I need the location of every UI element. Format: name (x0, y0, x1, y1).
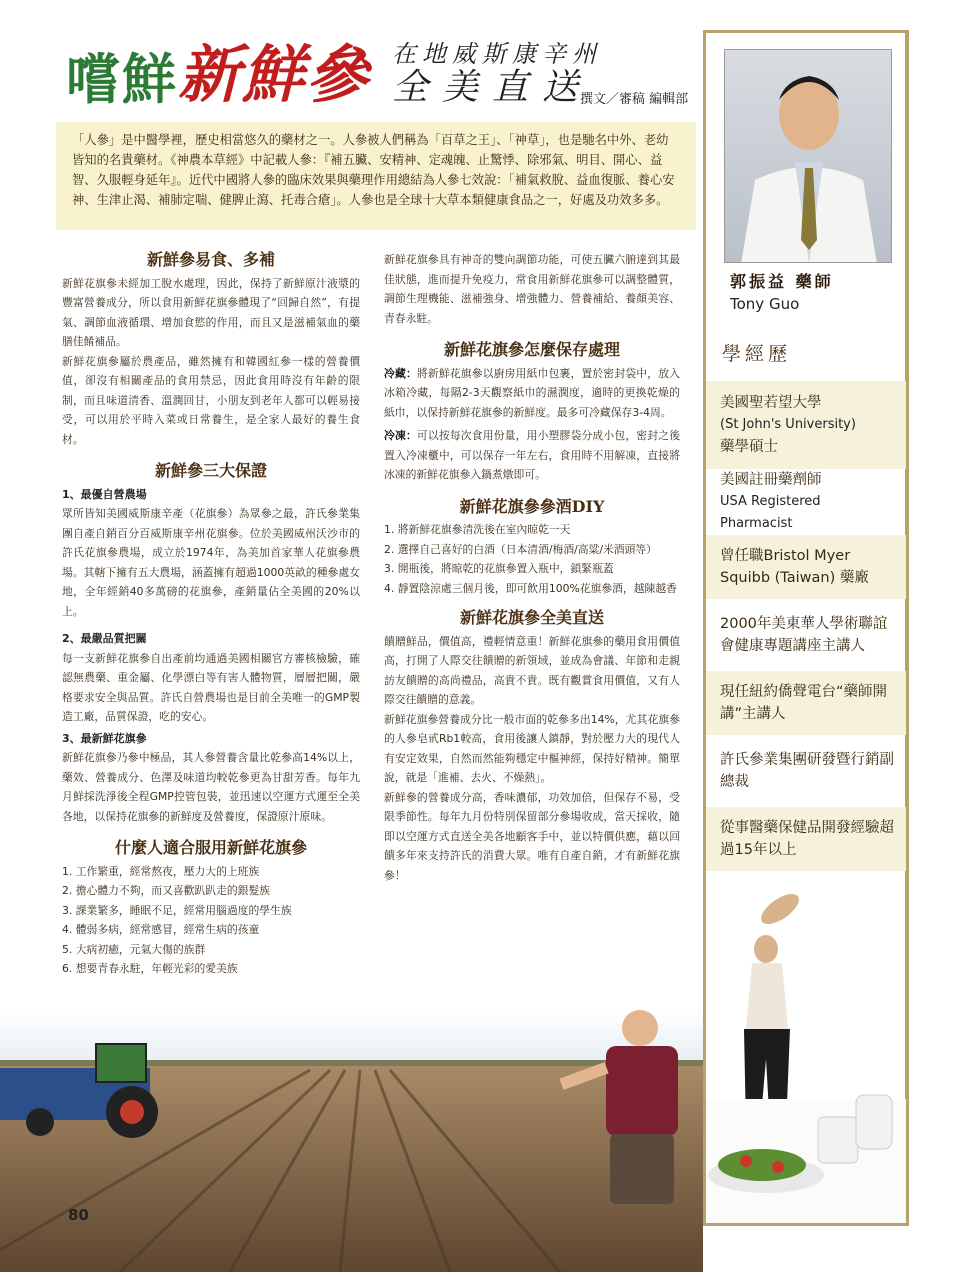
cv-item-radio (706, 671, 906, 735)
storage-freeze (384, 426, 680, 485)
section-title-easy-to-eat: 新鮮參易食、多補 (146, 250, 275, 269)
paragraph: 新鮮花旗參乃參中極品，其人參營養含量比乾參高14%以上，藥效、營養成分、色澤及味道均較乾參更為甘甜芳香。每年九月鮮採洗淨後全程GMP控管包裝，並迅速以空運方式運至全美各地，以保持花旗參的新鮮度及營養度，保證原汁原味。 (62, 751, 360, 823)
title-part2: 新鮮參 (178, 38, 371, 111)
cv-item-education (706, 381, 906, 469)
cv-text: 2000年美東華人學術聯誼會健康專題講座主講人 (720, 616, 888, 654)
cv-text: 現任紐約僑聲電台“藥師開講”主講人 (720, 684, 888, 722)
cv-text: 藥學碩士 (720, 439, 778, 455)
wine-steps (384, 520, 680, 598)
subtitle-line1: 在地威斯康辛州 (392, 40, 602, 68)
cold-text: 將新鮮花旗參以廚房用紙巾包裹，置於密封袋中，放入冰箱冷藏，每隔2-3天觀察紙巾的濕潤度，適時的更換乾燥的紙巾，以保持新鮮花旗參的新鮮度。最多可冷藏保存3-4周。 (384, 366, 681, 419)
wellness-photo (706, 879, 906, 1223)
cold-label: 冷藏： (384, 366, 417, 380)
farm-field-photo (0, 1010, 703, 1272)
byline: 撰文／審稿 編輯部 (580, 92, 689, 107)
author-portrait (724, 49, 892, 263)
left-column (62, 242, 360, 979)
paragraph: 眾所皆知美國威斯康辛產（花旗參）為眾參之最，許氏參業集團自產自銷百分百威斯康辛州花旗參。位於美國威州沃沙市的許氏花旗參農場，成立於1974年，為美加首家華人花旗參農場。其轄下擁有五大農場，涵蓋擁有超過1000英畝的種參處女地，全年經銷40多萬磅的花旗參，產銷量佔全美國的20%以上。 (62, 507, 360, 618)
list-item: 5. 大病初癒，元氣大傷的族群 (62, 942, 206, 956)
guarantee-3-title: 3、最新鮮花旗參 (62, 731, 147, 745)
list-item: 1. 工作繁重，經常熬夜，壓力大的上班族 (62, 864, 260, 878)
cv-item-license (706, 473, 906, 531)
author-sidebar (703, 30, 909, 1226)
article-subtitle (392, 42, 602, 106)
cv-title: 學經歷 (722, 343, 792, 365)
cv-text: 美國註冊藥劑師 (720, 472, 822, 488)
guarantee-2-title: 2、最嚴品質把關 (62, 632, 147, 645)
cv-item-experience (706, 807, 906, 871)
list-item: 2. 擔心體力不夠，而又喜歡趴趴走的銀髮族 (62, 884, 271, 897)
paragraph: 新鮮花旗參具有神奇的雙向調節功能，可使五臟六腑達到其最佳狀態，進而提升免疫力，常食用新鮮花旗參可以調整體質，調節生理機能、滋補強身、增強體力、營養補給、養顏美容、青春永駐。 (384, 253, 680, 325)
cv-item-vp (706, 739, 906, 803)
list-item: 6. 想要青春永駐，年輕光彩的愛美族 (62, 962, 238, 975)
list-item: 4. 靜置陰涼處三個月後，即可飲用100%花旗參酒，越陳越香 (384, 581, 677, 595)
list-item: 3. 課業繁多，睡眠不足，經常用腦過度的學生族 (62, 903, 292, 917)
list-item: 4. 體弱多病，經常感冒，經常生病的孩童 (62, 923, 260, 936)
cv-text-en: (St John's University) (720, 417, 856, 432)
cv-item-lecture (706, 603, 906, 667)
article-title (66, 34, 370, 114)
paragraph: 新鮮花旗參營養成分比一般市面的乾參多出14%，尤其花旗參的人參皂甙Rb1較高，食用後讓人鎮靜，對於壓力大的現代人有安定效果，自然而然能夠穩定中樞神經，保持好精神。簡單說，就是「進補、去火、不燥熱」。 (384, 712, 680, 784)
section-title-ginseng-wine: 新鮮花旗參參酒DIY (459, 496, 605, 516)
list-item: 1. 將新鮮花旗參清洗後在室內晾乾一天 (384, 523, 571, 536)
section-title-who-should-take: 什麼人適合服用新鮮花旗參 (114, 838, 307, 857)
page-number: 80 (68, 1206, 89, 1224)
paragraph: 新鮮花旗參未經加工脫水處理，因此，保持了新鮮原汁液漿的豐富營養成分，所以食用新鮮花旗參體現了“回歸自然”，有提氣、調節血液循環、增加食慾的作用，而且又是滋補氣血的藥膳佳餚補品。 (62, 276, 360, 348)
section-title-storage: 新鮮花旗參怎麼保存處理 (443, 340, 620, 359)
list-item: 3. 開瓶後，將晾乾的花旗參置入瓶中，鎖緊瓶蓋 (384, 562, 614, 575)
title-part1: 嚐鮮 (66, 47, 178, 111)
paragraph: 新鮮參的營養成分高，香味濃郁，功效加倍，但保存不易，受限季節性。每年九月份特別保留部分參場收成，當天採收，隨即以空運方式直送全美各地顧客手中，並以特價供應，藉以回饋多年來支持許氏的消費大眾。唯有自產自銷，才有新鮮花旗參！ (384, 790, 680, 882)
author-name-en: Tony Guo (730, 295, 800, 313)
cv-item-bms (706, 535, 906, 599)
right-column (384, 250, 680, 885)
paragraph: 新鮮花旗參屬於農產品，雖然擁有和韓國紅參一樣的營養價值，卻沒有相關產品的食用禁忌，因此食用時沒有年齡的限制，而且味道清香、溫潤回甘，小朋友到老年人都可以輕易接受，可以用於平時入菜或日常養生，是全家人最好的養生食材。 (62, 354, 360, 446)
cv-text: 許氏參業集團研發暨行銷副總裁 (720, 752, 894, 790)
cv-text: 從事醫藥保健品開發經驗超過15年以上 (720, 820, 894, 858)
author-name-cn: 郭振益 藥師 (730, 272, 834, 291)
freeze-label: 冷凍： (384, 429, 417, 442)
cv-text: 美國聖若望大學 (720, 395, 822, 411)
list-item: 2. 選擇自己喜好的白酒（日本清酒/梅酒/高粱/米酒頭等） (384, 542, 657, 556)
freeze-text: 可以按每次食用份量，用小塑膠袋分成小包，密封之後置入冷凍櫃中，可以保存一年左右，食用時不用解凍，直接將冰凍的新鮮花旗參入鍋煮燉即可。 (384, 429, 681, 481)
subtitle-line2: 全美直送 (392, 67, 593, 108)
section-title-three-guarantees: 新鮮參三大保證 (154, 461, 267, 480)
portrait-illustration (725, 50, 892, 263)
cv-text-en: USA Registered Pharmacist (720, 494, 821, 531)
paragraph: 饋贈鮮品，價值高，禮輕情意重！新鮮花旗參的藥用食用價值高，打開了人際交往饋贈的新領域，並成為會議、年節和走親訪友饋贈的高尚禮品，高貴不貴。既有觀賞食用價值，又有人際交往饋贈的意義。 (384, 634, 680, 706)
cv-text: 曾任職Bristol Myer Squibb (Taiwan) 藥廠 (720, 548, 869, 586)
storage-cold (384, 364, 680, 423)
guarantee-1-title: 1、最優自營農場 (62, 487, 147, 501)
section-title-nationwide-delivery: 新鮮花旗參全美直送 (459, 608, 604, 627)
who-list (62, 862, 360, 979)
paragraph: 每一支新鮮花旗參自出產前均通過美國相關官方審核檢驗，確認無農藥、重金屬、化學漂白等有害人體物質，層層把關，嚴格要求安全與品質。許氏自營農場也是目前全美唯一的GMP製造工廠，品質保證，吃的安心。 (62, 651, 360, 723)
intro-paragraph: 「人參」是中醫學裡，歷史相當悠久的藥材之一。人參被人們稱為「百草之王」、「神草」，也是馳名中外、老幼皆知的名貴藥材。《神農本草經》中記載人參：『補五臟、安精神、定魂魄、止驚悸、除邪氣、明目、開心、益智、久服輕身延年』。近代中國將人參的臨床效果與藥理作用總結為人參七效說：「補氣救脫、益血復脈、養心安神、生津止渴、補肺定喘、健脾止瀉、托毒合瘡」。人參也是全球十大草本類健康食品之一，好處及功效多多。 (56, 122, 696, 230)
